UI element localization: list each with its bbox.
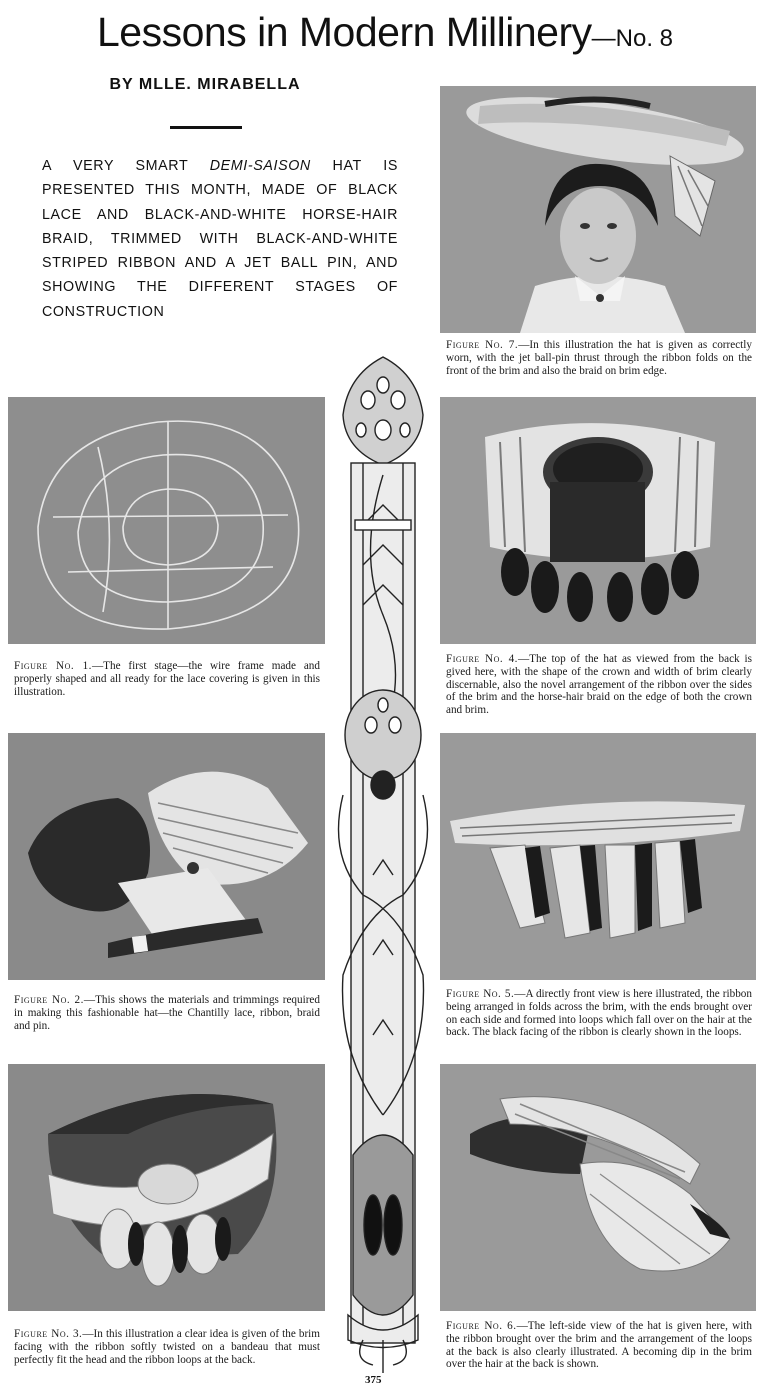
figure-5-caption (446, 988, 752, 1039)
figure-2-photo (8, 733, 325, 980)
byline: BY MLLE. MIRABELLA (109, 76, 301, 93)
figure-7-label: Figure No. 7. (446, 339, 519, 351)
figure-4-text: —The top of the hat as viewed from the back is gived here, with the shape of the crown and width of brim clearly discernable, also the novel arrangement of the ribbon over the sides of the brim and the horse-hair braid on the edge of both the crown and brim. (446, 653, 752, 717)
page-number: 375 (365, 1374, 382, 1386)
figure-3-caption (14, 1328, 320, 1366)
figure-5-photo (440, 733, 756, 980)
figure-4-caption (446, 653, 752, 717)
hat-top-view-illustration (440, 397, 756, 644)
figure-1-label: Figure No. 1. (14, 660, 92, 672)
figure-1-text: —The first stage—the wire frame made and properly shaped and all ready for the lace covering is given in this illustration. (14, 660, 320, 698)
divider-rule (170, 126, 242, 129)
figure-1-photo (8, 397, 325, 644)
title-text: Lessons in Modern Millinery (96, 9, 592, 55)
intro-part2: HAT IS PRESENTED THIS MONTH, MADE OF BLACK LACE AND BLACK-AND-WHITE HORSE-HAIR BRAID, TRIMMED WITH BLACK-AND-WHITE STRIPED RIBBON AND A JET BALL PIN, AND SHOWING THE DIFFERENT STAGES OF CONSTRUCTION (42, 158, 398, 320)
wire-frame-illustration (8, 397, 325, 644)
hat-side-view-illustration (440, 1064, 756, 1311)
figure-4-photo (440, 397, 756, 644)
figure-2-text: —This shows the materials and trimmings required in making this fashionable hat—the Chantilly lace, ribbon, braid and pin. (14, 994, 320, 1032)
figure-6-photo (440, 1064, 756, 1311)
figure-5-text: —A directly front view is here illustrated, the ribbon being arranged in folds across the brim, with the ends brought over on each side and formed into loops which fall over on the hair at the back. The black facing of the ribbon is clearly shown in the loops. (446, 988, 752, 1039)
figure-7-photo (440, 86, 756, 333)
figure-3-photo (8, 1064, 325, 1311)
figure-5-label: Figure No. 5. (446, 988, 515, 1000)
decorative-hatpin-border (333, 355, 433, 1375)
materials-illustration (8, 733, 325, 980)
figure-2-caption (14, 994, 320, 1032)
page-title (0, 2, 770, 69)
intro-part1: A VERY SMART (42, 158, 210, 174)
woman-wearing-hat-illustration (440, 86, 756, 333)
intro-paragraph (42, 154, 398, 324)
figure-3-text: —In this illustration a clear idea is given of the brim facing with the ribbon softly twisted on a bandeau that must perfectly fit the head and the ribbon loops at the back. (14, 1328, 320, 1366)
figure-1-caption (14, 660, 320, 698)
figure-4-label: Figure No. 4. (446, 653, 518, 665)
intro-emphasis: DEMI-SAISON (209, 158, 311, 174)
issue-number: —No. 8 (591, 25, 674, 52)
figure-6-caption (446, 1320, 752, 1371)
figure-7-text: —In this illustration the hat is given as correctly worn, with the jet ball-pin thrust through the ribbon folds on the front of the brim and also the braid on brim edge. (446, 339, 752, 377)
hat-front-view-illustration (440, 733, 756, 980)
figure-2-label: Figure No. 2. (14, 994, 84, 1006)
figure-6-label: Figure No. 6. (446, 1320, 517, 1332)
figure-3-label: Figure No. 3. (14, 1328, 83, 1340)
figure-6-text: —The left-side view of the hat is given here, with the ribbon brought over the brim and the arrangement of the loops at the back is also clearly illustrated. A becoming dip in the brim over the hair at the back is shown. (446, 1320, 752, 1371)
brim-facing-illustration (8, 1064, 325, 1311)
figure-7-caption (446, 339, 752, 377)
